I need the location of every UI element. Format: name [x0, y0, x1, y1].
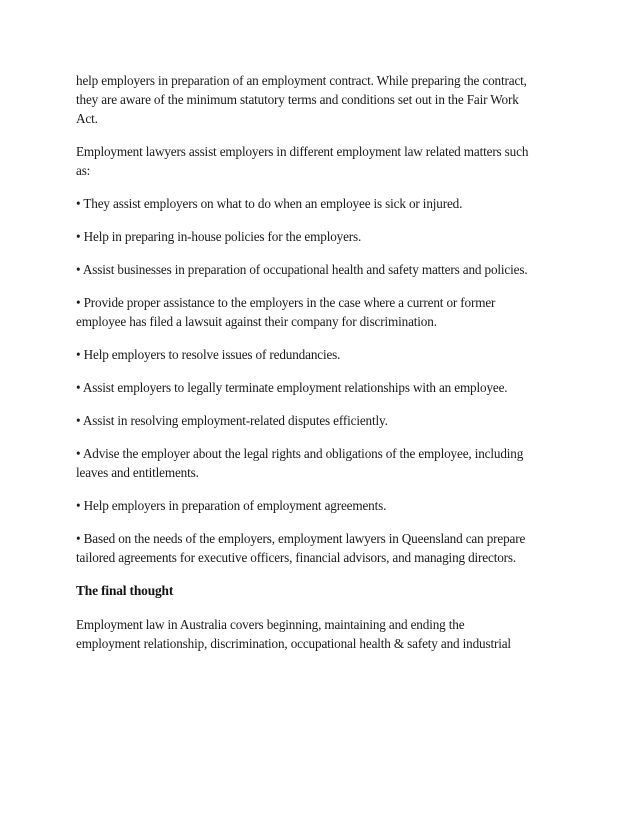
bullet-item [76, 293, 576, 331]
bullet-item [76, 227, 576, 246]
bullet-text: • Based on the needs of the employers, employment lawyers in Queensland can prepare [76, 531, 526, 546]
bullet-item [76, 496, 576, 515]
section-heading: The final thought [76, 583, 174, 598]
bullet-item [76, 411, 576, 430]
bullet-text: • Assist businesses in preparation of occupational health and safety matters and policies. [76, 262, 528, 277]
bullet-item [76, 260, 576, 279]
bullet-text: tailored agreements for executive officers, financial advisors, and managing directors. [76, 550, 517, 565]
text-line: they are aware of the minimum statutory terms and conditions set out in the Fair Work [76, 92, 519, 107]
bullet-text: • Assist employers to legally terminate employment relationships with an employee. [76, 380, 508, 395]
bullet-text: • They assist employers on what to do when an employee is sick or injured. [76, 196, 463, 211]
text-line: Employment law in Australia covers beginning, maintaining and ending the [76, 617, 465, 632]
bullet-item [76, 345, 576, 364]
bullet-text: • Help employers in preparation of employment agreements. [76, 498, 387, 513]
bullet-item [76, 529, 576, 567]
bullet-text: • Help employers to resolve issues of redundancies. [76, 347, 341, 362]
intro-paragraph [76, 71, 576, 128]
document-body [76, 71, 576, 667]
bullet-text: • Advise the employer about the legal rights and obligations of the employee, including [76, 446, 524, 461]
text-line: employment relationship, discrimination, occupational health & safety and industrial [76, 636, 511, 651]
bullet-item [76, 378, 576, 397]
bullet-item [76, 444, 576, 482]
bullet-item [76, 194, 576, 213]
text-line: Employment lawyers assist employers in different employment law related matters such [76, 144, 529, 159]
bullet-text: leaves and entitlements. [76, 465, 199, 480]
bullet-text: • Help in preparing in-house policies for the employers. [76, 229, 362, 244]
closing-paragraph [76, 615, 576, 653]
text-line: Act. [76, 111, 98, 126]
bullet-text: • Provide proper assistance to the employers in the case where a current or former [76, 295, 496, 310]
bullet-text: • Assist in resolving employment-related disputes efficiently. [76, 413, 388, 428]
text-line: help employers in preparation of an employment contract. While preparing the contract, [76, 73, 527, 88]
text-line: as: [76, 163, 91, 178]
lead-paragraph [76, 142, 576, 180]
bullet-text: employee has filed a lawsuit against their company for discrimination. [76, 314, 437, 329]
